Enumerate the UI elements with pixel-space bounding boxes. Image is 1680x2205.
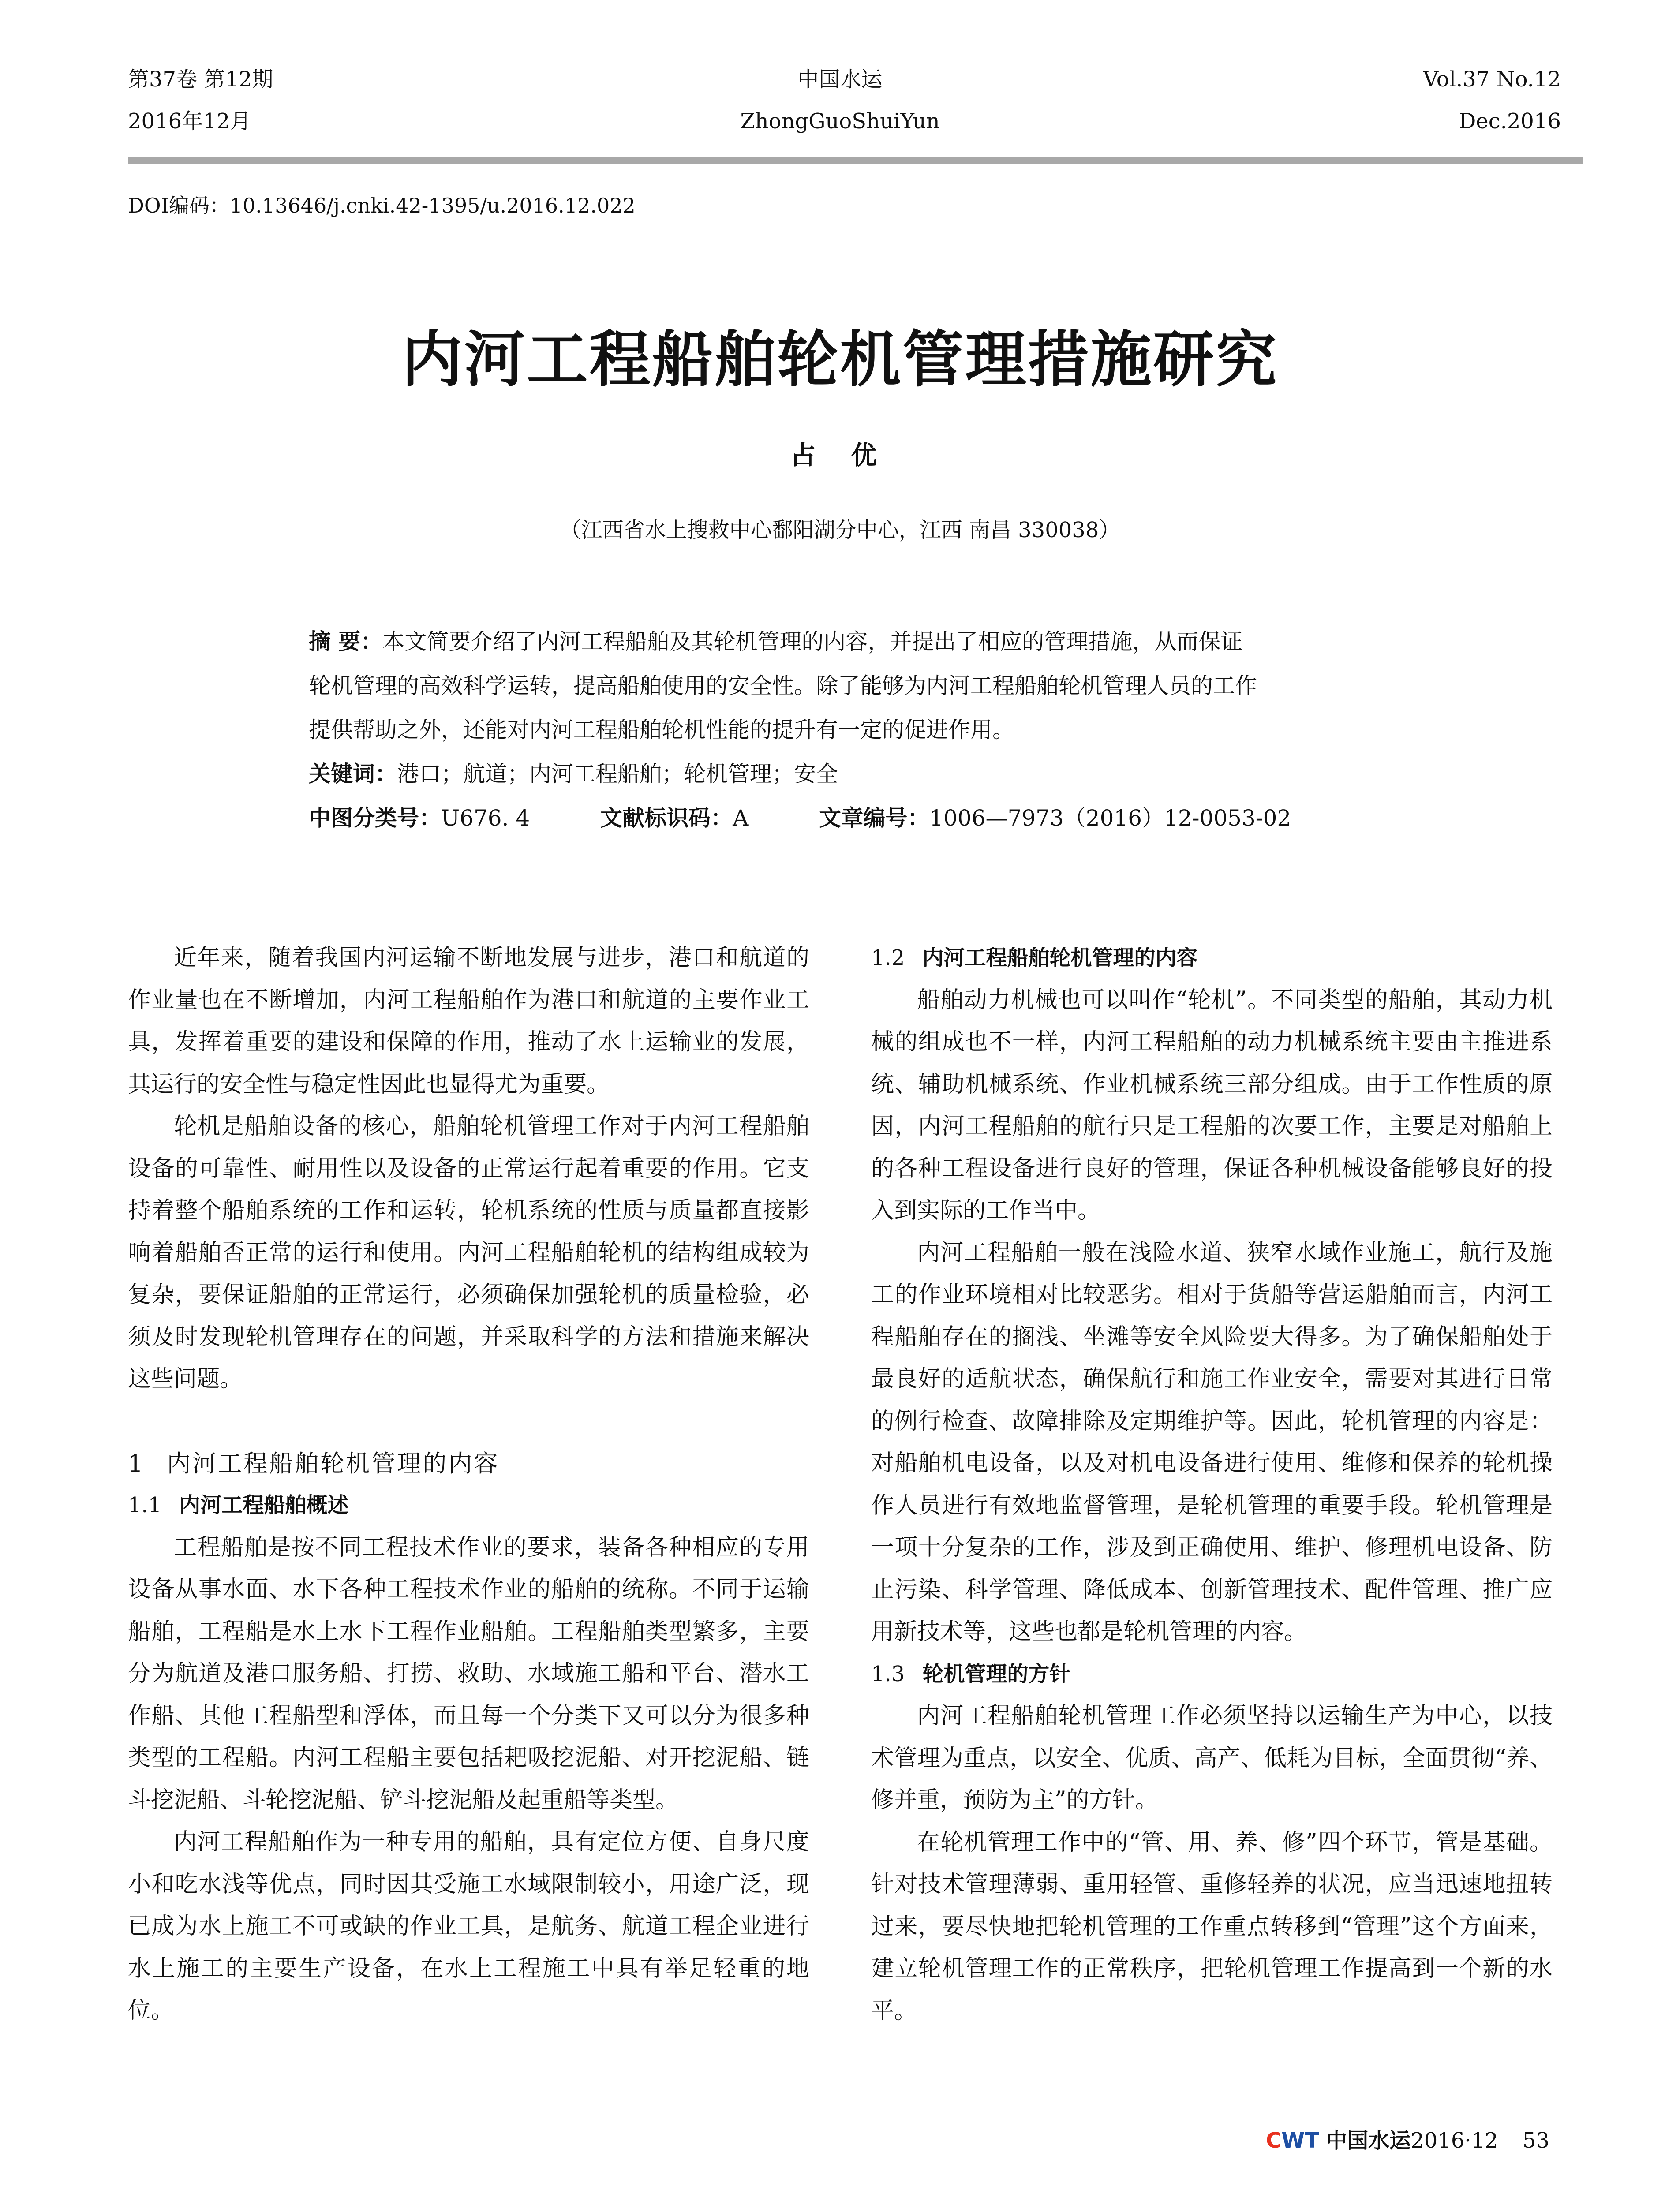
intro-paragraph-2: 轮机是船舶设备的核心，船舶轮机管理工作对于内河工程船舶设备的可靠性、耐用性以及设备的正常运行起着重要的作用。它支持着整个船舶系统的工作和运转，轮机系统的性质与质量都直接影响着船舶否正常的运行和使用。内河工程船舶轮机的结构组成较为复杂，要保证船舶的正常运行，必须确保加强轮机的质量检验，必须及时发现轮机管理存在的问题，并采取科学的方法和措施来解决这些问题。	[128, 1113, 809, 1392]
abstract-line-1	[309, 620, 1403, 664]
section-1-number: 1	[128, 1449, 145, 1477]
header-date-en: Dec.2016	[1459, 109, 1561, 134]
article-no-label: 文章编号：	[819, 805, 930, 831]
right-column	[871, 937, 1553, 2032]
header-journal-pinyin: ZhongGuoShuiYun	[740, 109, 940, 134]
header-journal: 中国水运	[797, 67, 883, 92]
section-1-1-number: 1.1	[128, 1493, 162, 1517]
header-volume: 第37卷 第12期	[128, 67, 273, 92]
affiliation: （江西省水上搜救中心鄱阳湖分中心，江西 南昌 330038）	[560, 518, 1120, 542]
page-number: 53	[1522, 2128, 1550, 2153]
section-1-2-number: 1.2	[871, 946, 905, 970]
doc-code-label: 文献标识码：	[600, 805, 733, 831]
abstract-block	[309, 620, 1403, 840]
section-1-2-heading	[871, 937, 1553, 979]
section-1-1-heading	[128, 1484, 809, 1527]
cwt-logo-wt: WT	[1281, 2128, 1319, 2153]
header-rule	[128, 157, 1583, 164]
section-1-3-paragraph-1: 内河工程船舶轮机管理工作必须坚持以运输生产为中心，以技术管理为重点，以安全、优质、高产、低耗为目标，全面贯彻“养、修并重，预防为主”的方针。	[871, 1703, 1553, 1813]
section-1-1-paragraph-2: 内河工程船舶作为一种专用的船舶，具有定位方便、自身尺度小和吃水浅等优点，同时因其受施工水域限制较小，用途广泛，现已成为水上施工不可或缺的作业工具，是航务、航道工程企业进行水上施工的主要生产设备，在水上工程施工中具有举足轻重的地位。	[128, 1829, 809, 2024]
doi: DOI编码：10.13646/j.cnki.42-1395/u.2016.12.022	[128, 194, 636, 217]
section-1-1-title: 内河工程船舶概述	[179, 1493, 349, 1517]
section-1-heading	[128, 1443, 809, 1485]
clc-label: 中图分类号：	[309, 805, 441, 831]
abstract-label: 摘 要：	[309, 629, 383, 654]
section-1-1-paragraph-1: 工程船舶是按不同工程技术作业的要求，装备各种相应的专用设备从事水面、水下各种工程技术作业的船舶的统称。不同于运输船舶，工程船是水上水下工程作业船舶。工程船舶类型繁多，主要分为航道及港口服务船、打捞、救助、水域施工船和平台、潜水工作船、其他工程船型和浮体，而且每一个分类下又可以分为很多种类型的工程船。内河工程船主要包括耙吸挖泥船、对开挖泥船、链斗挖泥船、斗轮挖泥船、铲斗挖泥船及起重船等类型。	[128, 1534, 809, 1813]
footer-magazine: 中国水运	[1326, 2128, 1411, 2153]
article-title: 内河工程船舶轮机管理措施研究	[401, 323, 1279, 395]
abstract-text: 本文简要介绍了内河工程船舶及其轮机管理的内容，并提出了相应的管理措施，从而保证	[382, 629, 1243, 654]
footer-issue: 2016·12	[1411, 2128, 1498, 2153]
keywords-label: 关键词：	[309, 761, 397, 787]
section-1-2-title: 内河工程船舶轮机管理的内容	[922, 946, 1198, 970]
section-1-title: 内河工程船舶轮机管理的内容	[167, 1449, 500, 1477]
section-1-3-number: 1.3	[871, 1661, 905, 1686]
page-footer	[1266, 2123, 1549, 2154]
author: 占 优	[790, 440, 890, 470]
header-volume-en: Vol.37 No.12	[1423, 67, 1561, 92]
classification-line	[309, 796, 1403, 840]
article-no-value: 1006—7973（2016）12-0053-02	[929, 805, 1291, 831]
section-1-3-title: 轮机管理的方针	[922, 1661, 1071, 1686]
left-column	[128, 937, 809, 2032]
intro-paragraph-1: 近年来，随着我国内河运输不断地发展与进步，港口和航道的作业量也在不断增加，内河工程船舶作为港口和航道的主要作业工具，发挥着重要的建设和保障的作用，推动了水上运输业的发展，其运行的安全性与稳定性因此也显得尤为重要。	[128, 945, 809, 1098]
abstract-line-3: 提供帮助之外，还能对内河工程船舶轮机性能的提升有一定的促进作用。	[309, 717, 1014, 743]
section-1-3-paragraph-2: 在轮机管理工作中的“管、用、养、修”四个环节，管是基础。针对技术管理薄弱、重用轻管、重修轻养的状况，应当迅速地扭转过来，要尽快地把轮机管理的工作重点转移到“管理”这个方面来，建立轮机管理工作的正常秩序，把轮机管理工作提高到一个新的水平。	[871, 1829, 1553, 2024]
keywords	[309, 752, 1403, 796]
section-1-3-heading	[871, 1653, 1553, 1696]
clc-value: U676. 4	[441, 805, 530, 831]
keywords-text: 港口；航道；内河工程船舶；轮机管理；安全	[397, 761, 838, 787]
section-1-2-paragraph-1: 船舶动力机械也可以叫作“轮机”。不同类型的船舶，其动力机械的组成也不一样，内河工程船舶的动力机械系统主要由主推进系统、辅助机械系统、作业机械系统三部分组成。由于工作性质的原因，内河工程船舶的航行只是工程船的次要工作，主要是对船舶上的各种工程设备进行良好的管理，保证各种机械设备能够良好的投入到实际的工作当中。	[871, 987, 1553, 1224]
doc-code-value: A	[733, 805, 749, 831]
section-1-2-paragraph-2: 内河工程船舶一般在浅险水道、狭窄水域作业施工，航行及施工的作业环境相对比较恶劣。相对于货船等营运船舶而言，内河工程船舶存在的搁浅、坐滩等安全风险要大得多。为了确保船舶处于最良好的适航状态，确保航行和施工作业安全，需要对其进行日常的例行检查、故障排除及定期维护等。因此，轮机管理的内容是：对船舶机电设备，以及对机电设备进行使用、维修和保养的轮机操作人员进行有效地监督管理，是轮机管理的重要手段。轮机管理是一项十分复杂的工作，涉及到正确使用、维护、修理机电设备、防止污染、科学管理、降低成本、创新管理技术、配件管理、推广应用新技术等，这些也都是轮机管理的内容。	[871, 1239, 1553, 1645]
cwt-logo-c: C	[1266, 2128, 1282, 2153]
header-date: 2016年12月	[128, 109, 251, 134]
abstract-line-2: 轮机管理的高效科学运转，提高船舶使用的安全性。除了能够为内河工程船舶轮机管理人员的工作	[309, 673, 1257, 699]
